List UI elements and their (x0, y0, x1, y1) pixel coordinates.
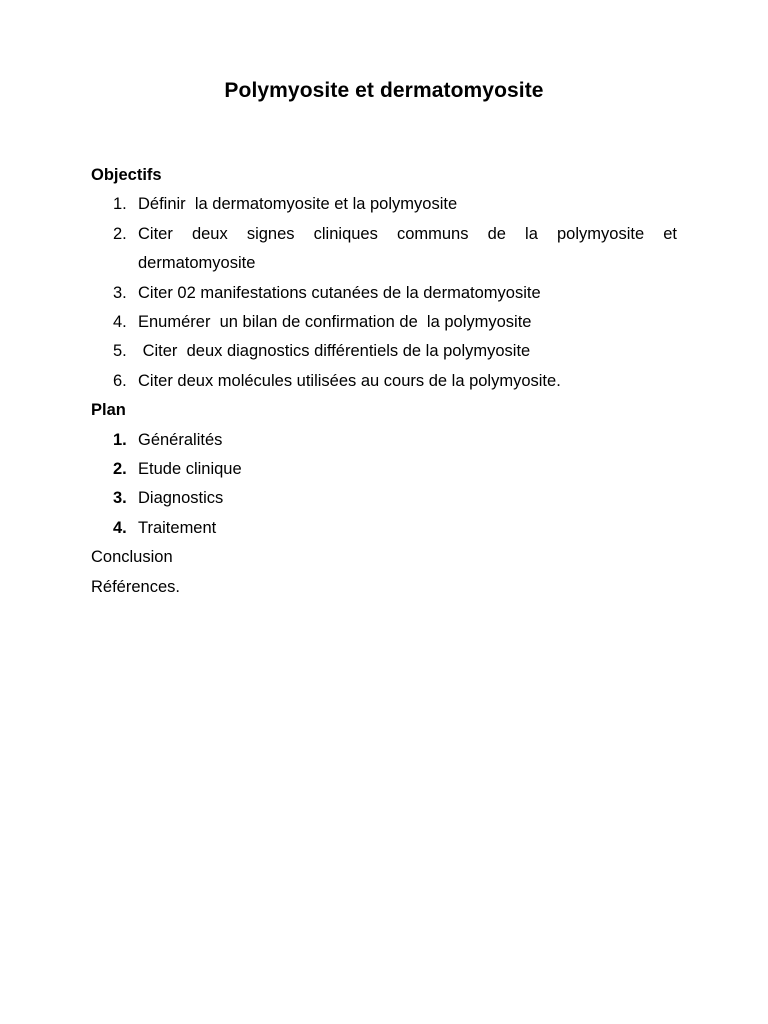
list-item-text: Etude clinique (138, 460, 242, 479)
list-item-number: 5. (113, 342, 127, 361)
list-item-text-line2: dermatomyosite (138, 254, 256, 273)
list-item-text: Citer 02 manifestations cutanées de la dermatomyosite (138, 283, 541, 302)
document-body (91, 161, 677, 602)
list-item (91, 455, 677, 484)
plan-heading: Plan (91, 401, 126, 420)
list-item (91, 514, 677, 543)
list-item-text: Citer deux diagnostics différentiels de la polymyosite (138, 342, 531, 361)
objectifs-list (91, 190, 677, 396)
list-item (91, 190, 677, 219)
list-item-number: 4. (113, 313, 127, 332)
list-item (91, 337, 677, 366)
list-item (91, 426, 677, 455)
list-item-number: 4. (113, 518, 127, 537)
list-item (91, 484, 677, 513)
list-item-text: Généralités (138, 430, 223, 449)
conclusion-line: Conclusion (91, 548, 173, 567)
list-item (91, 220, 677, 279)
list-item-number: 3. (113, 489, 127, 508)
list-item-text: Diagnostics (138, 489, 224, 508)
list-item-number: 3. (113, 283, 127, 302)
list-item-text: Définir la dermatomyosite et la polymyosite (138, 195, 458, 214)
objectifs-heading: Objectifs (91, 166, 162, 184)
list-item-text-line1: Citer deux signes cliniques communs de la polymyosite et (138, 224, 677, 243)
list-item-number: 2. (113, 460, 127, 479)
list-item-number: 6. (113, 371, 127, 390)
list-item-number: 1. (113, 195, 127, 214)
list-item (91, 308, 677, 337)
plan-list (91, 426, 677, 544)
list-item (91, 279, 677, 308)
list-item-text: Citer deux molécules utilisées au cours de la polymyosite. (138, 371, 561, 390)
references-line: Références. (91, 577, 180, 596)
list-item-text: Enumérer un bilan de confirmation de la polymyosite (138, 313, 532, 332)
list-item (91, 367, 677, 396)
document-title: Polymyosite et dermatomyosite (224, 79, 544, 102)
list-item-text: Traitement (138, 518, 217, 537)
list-item-number: 2. (113, 224, 127, 243)
list-item-number: 1. (113, 430, 127, 449)
